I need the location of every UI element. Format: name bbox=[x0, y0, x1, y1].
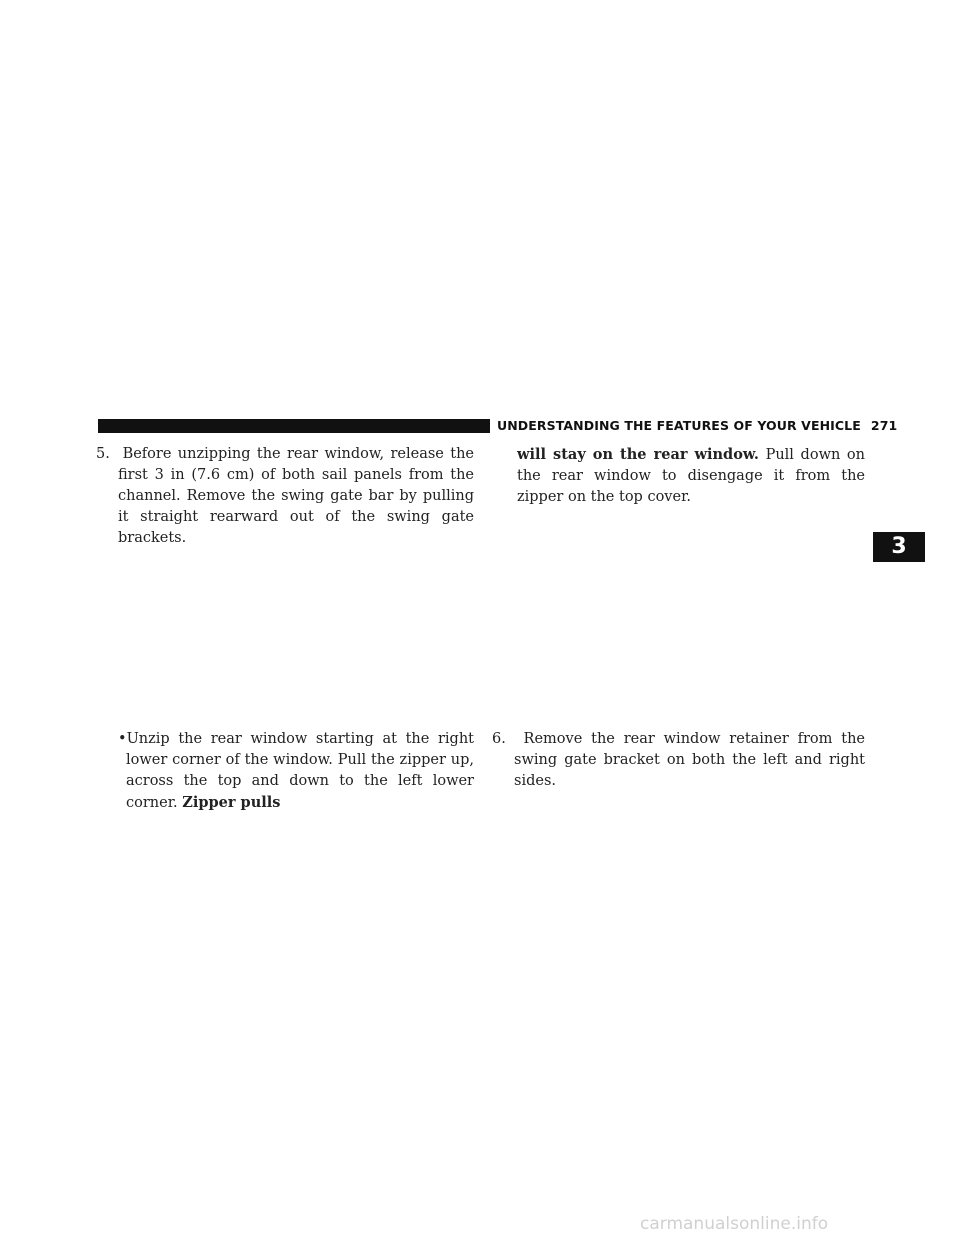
step-5-text: Before unzipping the rear window, release the first 3 in (7.6 cm) of both sail panels from the channel. Remove the swing gate bar by pulling it straight rearward out of the swing gate brackets. bbox=[118, 446, 474, 546]
bullet-text: Unzip the rear window starting at the right lower corner of the window. Pull the zipper up, across the top and down to the left lower corner. bbox=[126, 731, 474, 811]
bullet-icon: • bbox=[118, 731, 127, 747]
running-header bbox=[497, 417, 898, 435]
bullet-continuation bbox=[492, 444, 865, 508]
bullet-paragraph bbox=[96, 729, 474, 814]
unzip-bullet bbox=[96, 729, 474, 814]
step-5 bbox=[96, 444, 474, 549]
page-number: 271 bbox=[870, 418, 898, 433]
continuation-paragraph bbox=[492, 444, 865, 508]
continuation-bold-text: will stay on the rear window. bbox=[517, 446, 759, 463]
step-5-number: 5. bbox=[96, 446, 110, 462]
bullet-bold-text: Zipper pulls bbox=[182, 794, 281, 811]
header-rule bbox=[98, 419, 490, 433]
continuation-text: Pull down on the rear window to disengage it from the zipper on the top cover. bbox=[517, 447, 866, 505]
step-6-text: Remove the rear window retainer from the swing gate bracket on both the left and right sides. bbox=[514, 731, 865, 789]
step-5-paragraph bbox=[96, 444, 474, 549]
chapter-tab: 3 bbox=[873, 532, 925, 562]
step-6-number: 6. bbox=[492, 731, 506, 747]
step-6 bbox=[492, 729, 865, 792]
section-title: UNDERSTANDING THE FEATURES OF YOUR VEHICLE bbox=[497, 418, 861, 433]
watermark: carmanualsonline.info bbox=[640, 1214, 829, 1234]
step-6-paragraph bbox=[492, 729, 865, 792]
